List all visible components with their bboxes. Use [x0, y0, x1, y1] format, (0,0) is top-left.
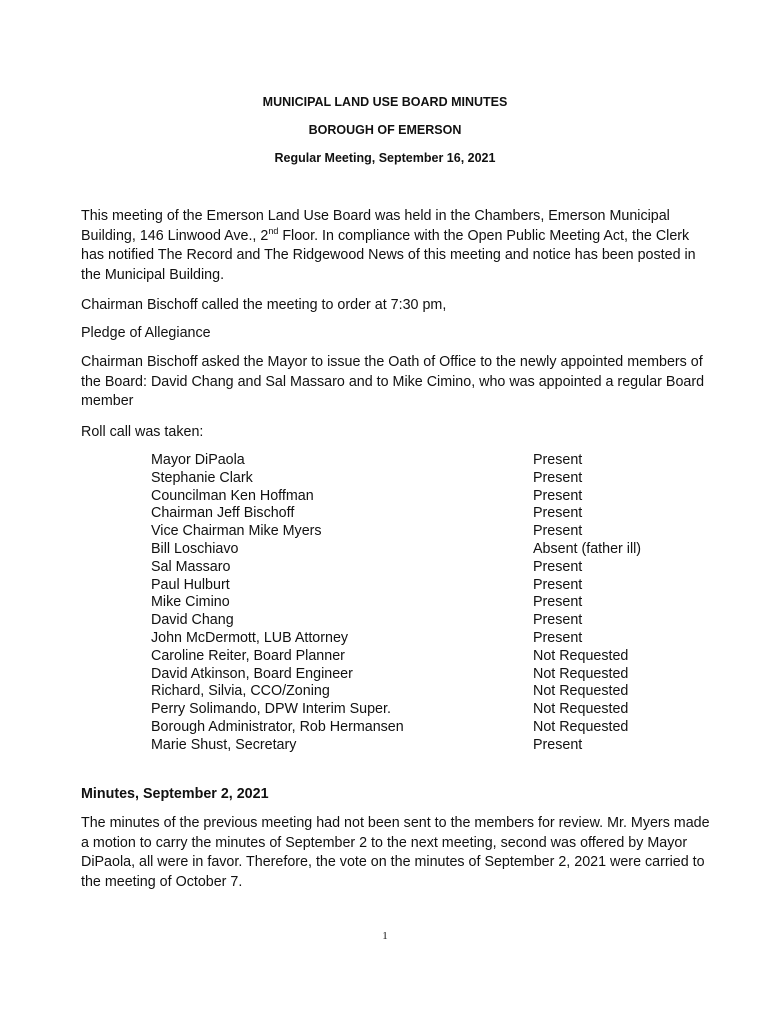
minutes-paragraph: The minutes of the previous meeting had not been sent to the members for review. Mr. Myers made a motion to carry the minutes of September 2 to the next meeting, second was offered by Mayor DiPaola, all were in favor. Therefore, the vote on the minutes of September 2, 2021 were carried to the meeting of October 7. [81, 815, 710, 890]
attendance-status: Not Requested [533, 665, 629, 682]
member-name: John McDermott, LUB Attorney [151, 629, 349, 646]
roll-row [151, 666, 671, 684]
roll-row [151, 630, 671, 648]
roll-row [151, 648, 671, 666]
roll-row [151, 719, 671, 737]
member-name: Marie Shust, Secretary [151, 736, 297, 753]
roll-call-label: Roll call was taken: [81, 424, 204, 440]
member-name: Mayor DiPaola [151, 452, 245, 468]
attendance-status: Not Requested [533, 647, 629, 664]
roll-row [151, 470, 671, 488]
roll-call-list [151, 452, 671, 755]
intro-paragraph [81, 207, 711, 285]
roll-row [151, 505, 671, 523]
roll-row [151, 559, 671, 577]
meeting-date: Regular Meeting, September 16, 2021 [274, 151, 496, 165]
roll-row [151, 594, 671, 612]
document-title: MUNICIPAL LAND USE BOARD MINUTES [262, 95, 508, 109]
attendance-status: Not Requested [533, 683, 629, 700]
member-name: Stephanie Clark [151, 469, 253, 486]
call-to-order: Chairman Bischoff called the meeting to order at 7:30 pm, [81, 297, 447, 313]
member-name: Perry Solimando, DPW Interim Super. [151, 701, 391, 718]
attendance-status: Absent (father ill) [533, 540, 642, 557]
attendance-status: Present [533, 523, 583, 540]
roll-row [151, 452, 671, 470]
pledge-line: Pledge of Allegiance [81, 325, 211, 341]
intro-text-2: Floor. In compliance with the Open Public Meeting Act, the Clerk has notified The Record and The Ridgewood News of this meeting and notice has been posted in the Municipal Building. [81, 227, 696, 283]
borough-name: BOROUGH OF EMERSON [308, 123, 462, 137]
roll-row [151, 612, 671, 630]
attendance-status: Present [533, 736, 583, 753]
roll-row [151, 488, 671, 506]
attendance-status: Present [533, 469, 583, 486]
intro-superscript: nd [268, 225, 279, 236]
oath-paragraph: Chairman Bischoff asked the Mayor to issue the Oath of Office to the newly appointed members of the Board: David Chang and Sal Massaro and to Mike Cimino, who was appointed a regular Board member [81, 354, 705, 409]
attendance-status: Present [533, 629, 583, 646]
page-number: 1 [382, 930, 388, 942]
member-name: Borough Administrator, Rob Hermansen [151, 718, 404, 735]
roll-row [151, 523, 671, 541]
member-name: Caroline Reiter, Board Planner [151, 647, 345, 664]
attendance-status: Present [533, 505, 583, 522]
member-name: Bill Loschiavo [151, 540, 239, 557]
member-name: David Chang [151, 612, 234, 629]
roll-row [151, 577, 671, 595]
minutes-heading: Minutes, September 2, 2021 [81, 786, 269, 802]
member-name: Vice Chairman Mike Myers [151, 523, 322, 540]
member-name: Paul Hulburt [151, 576, 230, 593]
attendance-status: Present [533, 594, 583, 611]
member-name: Chairman Jeff Bischoff [151, 505, 295, 522]
attendance-status: Not Requested [533, 701, 629, 718]
attendance-status: Not Requested [533, 718, 629, 735]
member-name: Richard, Silvia, CCO/Zoning [151, 683, 330, 700]
attendance-status: Present [533, 487, 583, 504]
roll-row [151, 737, 671, 755]
attendance-status: Present [533, 452, 583, 468]
intro-text-1: This meeting of the Emerson Land Use Board was held in the Chambers, Emerson Municipal Building, 146 Linwood Ave., 2 [81, 208, 670, 244]
roll-row [151, 683, 671, 701]
member-name: Mike Cimino [151, 594, 230, 611]
roll-row [151, 701, 671, 719]
attendance-status: Present [533, 612, 583, 629]
member-name: Councilman Ken Hoffman [151, 487, 314, 504]
member-name: Sal Massaro [151, 558, 231, 575]
member-name: David Atkinson, Board Engineer [151, 665, 353, 682]
roll-row [151, 541, 671, 559]
attendance-status: Present [533, 576, 583, 593]
attendance-status: Present [533, 558, 583, 575]
